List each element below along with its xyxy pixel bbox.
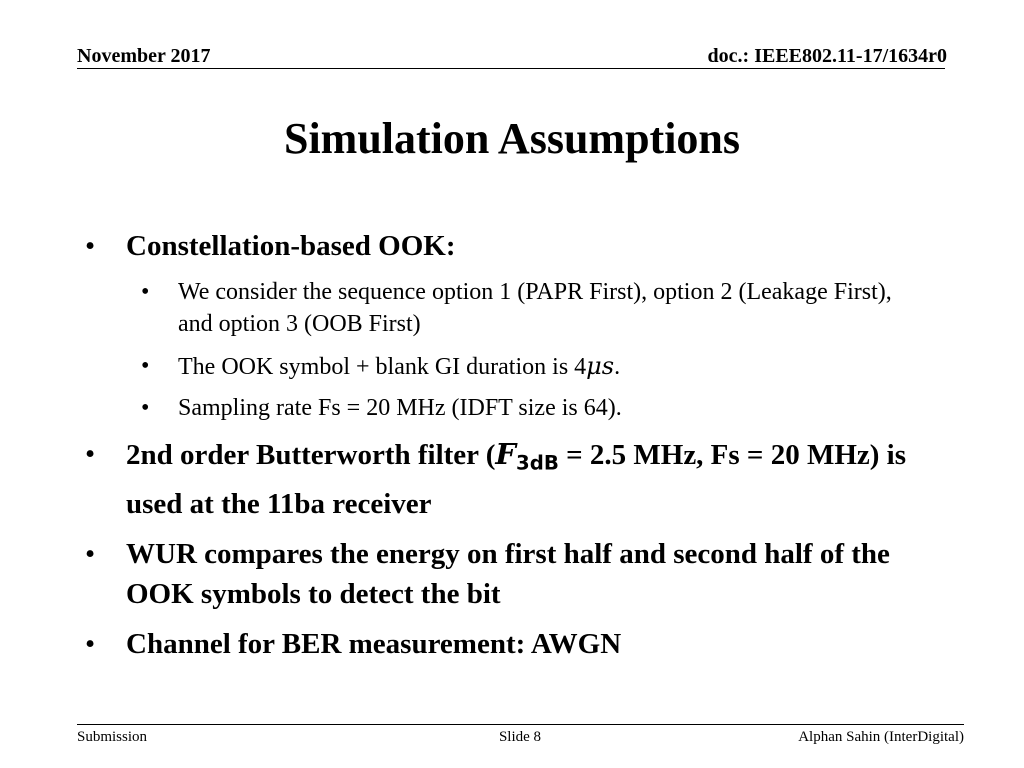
footer-divider [77,724,964,725]
sub-bullet-suffix: . [614,354,621,380]
bullet-text: Constellation-based OOK: [126,230,456,262]
sub-bullet-item-1 [141,276,898,340]
footer-author: Alphan Sahin (InterDigital) [798,729,964,745]
header-divider [77,68,945,69]
bullet-marker: • [85,627,96,660]
bullet-item-4 [85,624,946,664]
bullet-marker: • [141,395,150,421]
math-unit: μs [586,352,615,380]
bullet-marker: • [141,353,150,379]
header-date: November 2017 [77,45,211,67]
header-doc-id: doc.: IEEE802.11-17/1634r0 [707,45,947,67]
bullet-list [0,226,1024,664]
bullet-marker: • [85,438,96,470]
bullet-marker: • [85,230,96,262]
math-subscript: 3dB [516,451,559,475]
math-symbol: F [495,437,517,471]
bullet-marker: • [141,279,150,305]
bullet-item-1 [85,226,946,266]
bullet-marker: • [85,537,96,570]
bullet-item-3 [85,534,946,614]
sub-bullet-text: Sampling rate Fs = 20 MHz (IDFT size is 64). [178,395,622,421]
bullet-item-2 [85,434,946,524]
bullet-text-suffix: = 2.5 MHz, Fs = 20 MHz) is used at the 11ba receiver [126,439,907,520]
sub-bullet-item-3 [141,392,898,424]
sub-bullet-text: We consider the sequence option 1 (PAPR First), option 2 (Leakage First), and option 3 (OOB First) [178,279,892,337]
sub-bullet-text: The OOK symbol + blank GI duration is 4 [178,354,587,380]
footer-submission: Submission [77,729,148,745]
bullet-text: Channel for BER measurement: AWGN [126,627,622,660]
slide-title: Simulation Assumptions [283,114,741,163]
bullet-text: 2nd order Butterworth filter ( [126,439,496,471]
bullet-text: WUR compares the energy on first half and second half of the OOK symbols to detect the bit [126,537,890,610]
footer-slide-number: Slide 8 [498,729,542,745]
sub-bullet-item-2 [141,350,898,383]
